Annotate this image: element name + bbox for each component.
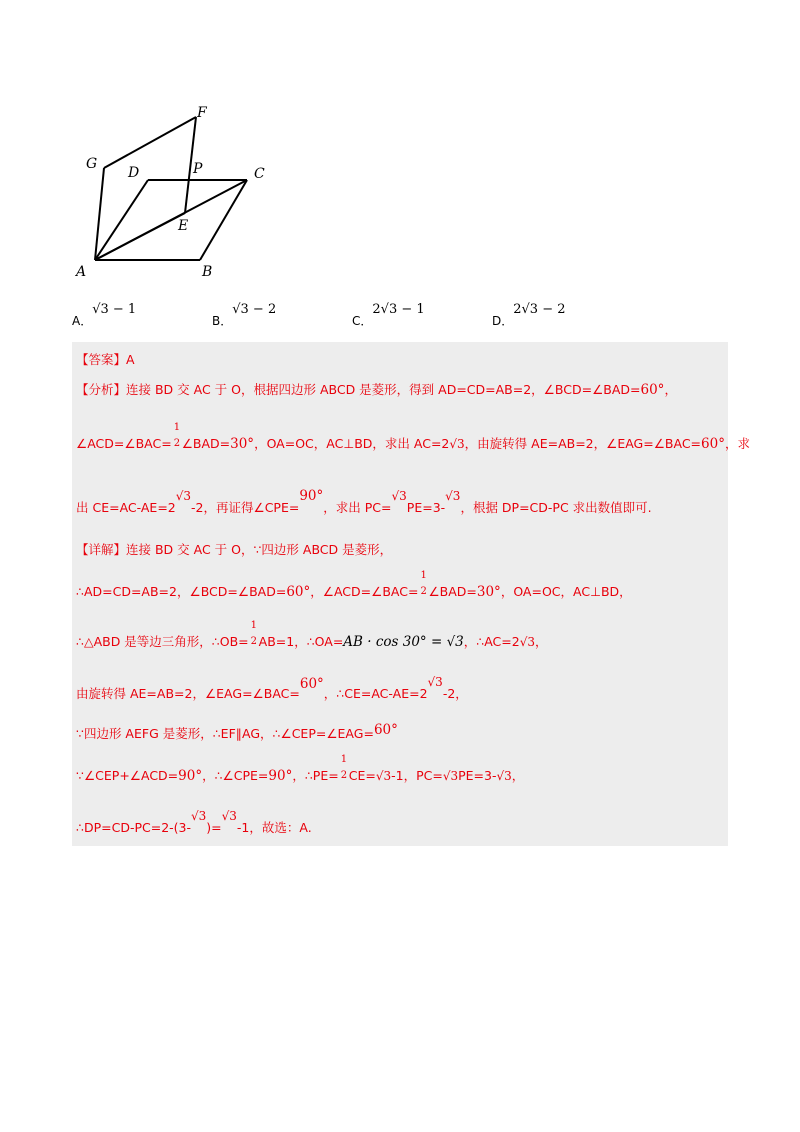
detail-line-6: ∵∠CEP+∠ACD=90°，∴∠CPE=90°，∴PE= 1 2 CE=√3-1，PC=√3PE=3-√3，	[76, 754, 525, 784]
option-b[interactable]: B．√3 − 2	[212, 302, 277, 328]
fraction-half: 1 2	[173, 422, 181, 449]
figure-svg	[70, 95, 290, 285]
option-d[interactable]: D．2√3 − 2	[492, 302, 566, 328]
option-d-expr: 2√3 − 2	[513, 302, 566, 317]
analysis-line-3: 出 CE=AC-AE=2√3-2，再证得∠CPE=90°，求出 PC=√3PE=3-√3，根据 DP=CD-PC 求出数值即可.	[76, 488, 652, 515]
option-a[interactable]: A．√3 − 1	[72, 302, 137, 328]
option-c-expr: 2√3 − 1	[372, 302, 425, 317]
label-c: C	[254, 166, 265, 182]
segment-da	[95, 180, 148, 260]
analysis-line-1: 【分析】连接 BD 交 AC 于 O，根据四边形 ABCD 是菱形，得到 AD=CD=AB=2，∠BCD=∠BAD=60°，	[76, 382, 677, 398]
solution-panel	[72, 342, 750, 846]
detail-line-5: ∵四边形 AEFG 是菱形，∴EF∥AG，∴∠CEP=∠EAG=60°	[76, 722, 398, 741]
option-c[interactable]: C．2√3 − 1	[352, 302, 425, 328]
detail-line-4: 由旋转得 AE=AB=2，∠EAG=∠BAC=60°，∴CE=AC-AE=2√3-2，	[76, 675, 468, 701]
detail-line-2: ∴AD=CD=AB=2，∠BCD=∠BAD=60°，∠ACD=∠BAC= 1 2 ∠BAD=30°，OA=OC，AC⊥BD，	[76, 570, 632, 600]
segment-fg	[104, 117, 196, 168]
choice-options	[72, 300, 672, 330]
label-d: D	[128, 165, 140, 181]
detail-line-1: 【详解】连接 BD 交 AC 于 O，∵四边形 ABCD 是菱形，	[76, 542, 393, 557]
label-e: E	[178, 218, 189, 234]
label-a: A	[76, 264, 87, 280]
analysis-line-2: ∠ACD=∠BAC= 1 2 ∠BAD=30°，OA=OC，AC⊥BD，求出 AC=2√3，由旋转得 AE=AB=2，∠EAG=∠BAC=60°，求	[76, 422, 750, 452]
geometry-figure	[70, 95, 290, 285]
answer-line: 【答案】A	[76, 352, 135, 367]
label-g: G	[86, 156, 98, 172]
option-b-expr: √3 − 2	[232, 302, 277, 317]
option-a-expr: √3 − 1	[92, 302, 137, 317]
label-b: B	[202, 264, 213, 280]
detail-line-7: ∴DP=CD-PC=2-(3-√3)=√3-1，故选：A.	[76, 809, 312, 835]
segment-ga	[95, 168, 104, 260]
label-p: P	[193, 161, 203, 177]
label-f: F	[197, 105, 207, 121]
segment-ae	[95, 213, 185, 260]
detail-line-3: ∴△ABD 是等边三角形，∴OB= 1 2 AB=1，∴OA=AB · cos 30° = √3，∴AC=2√3，	[76, 620, 548, 650]
